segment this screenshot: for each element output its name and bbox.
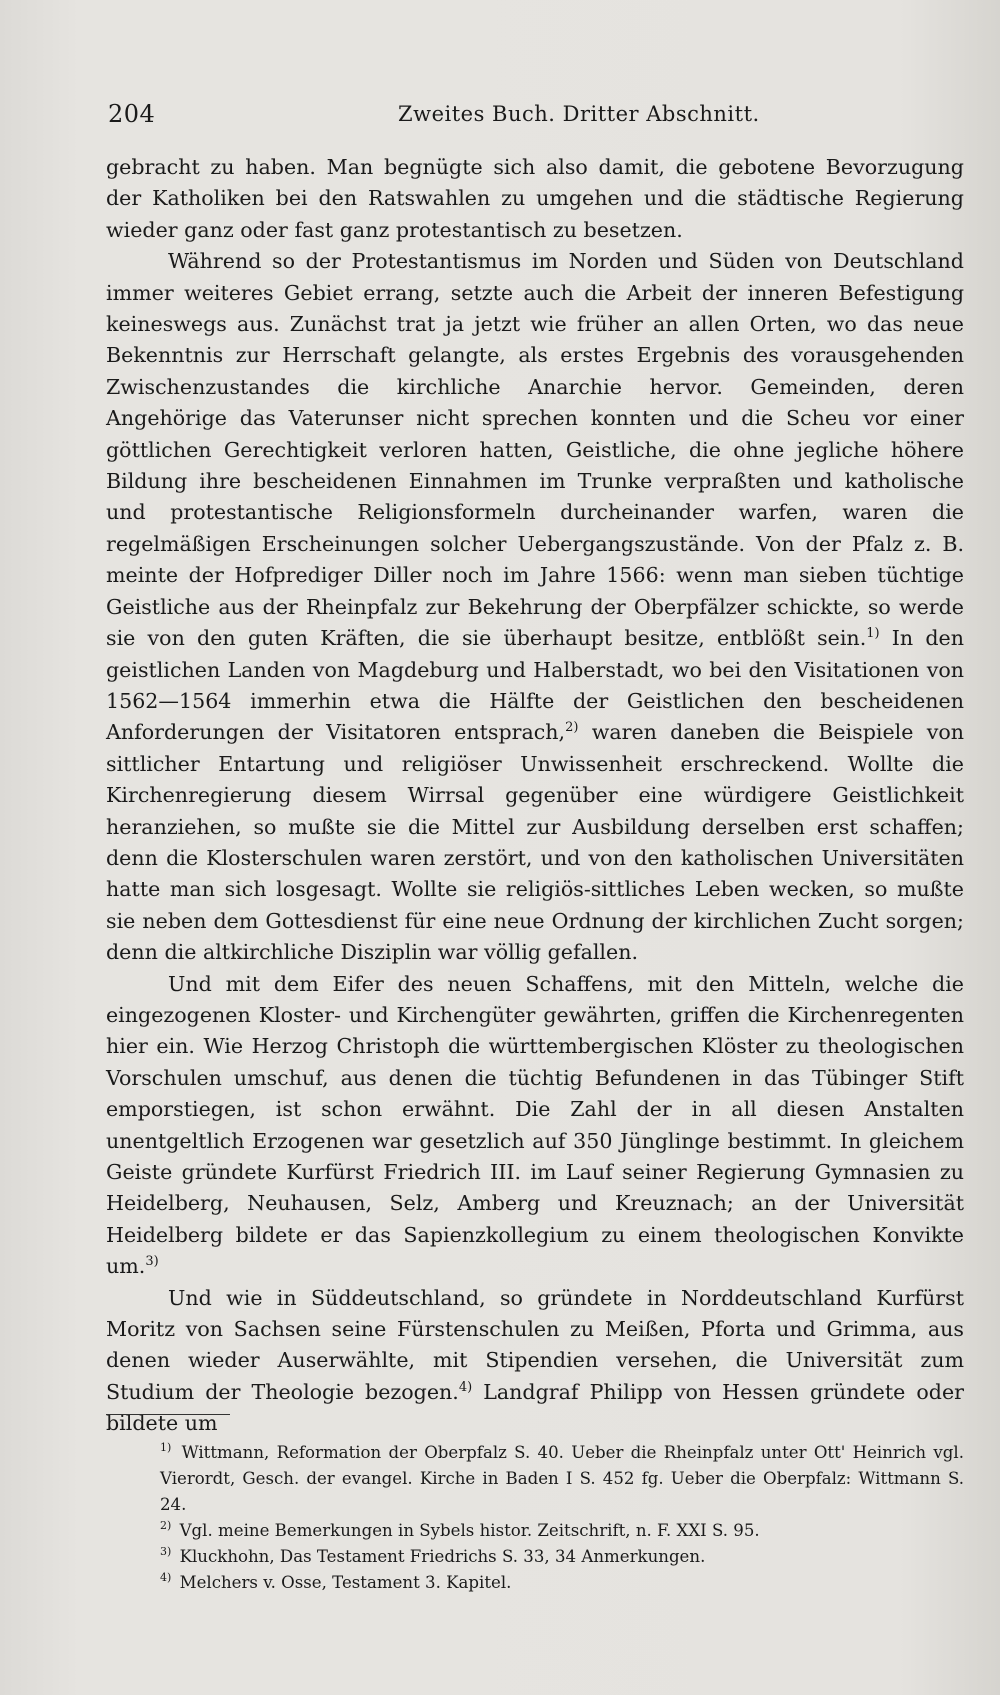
page-header — [108, 100, 938, 136]
paragraph-text: Landgraf Philipp von Hessen gründete oder bildete um — [106, 1379, 964, 1436]
footnote-text: Melchers v. Osse, Testament 3. Kapitel. — [179, 1573, 512, 1592]
running-head: Zweites Buch. Dritter Abschnitt. — [398, 102, 760, 126]
footnote-4 — [106, 1570, 964, 1596]
footnote-text: Vgl. meine Bemerkungen in Sybels histor. Zeitschrift, n. F. XXI S. 95. — [179, 1521, 760, 1540]
footnote-reference[interactable]: 4) — [458, 1379, 473, 1395]
paragraph-text: In den geistlichen Landen von Magdeburg und Halberstadt, wo bei den Visitationen von 1562—1564 immerhin etwa die Hälfte der Geistlichen den bescheidenen Anforderungen der Visitatoren entsprach, — [106, 626, 965, 745]
page-number: 204 — [108, 100, 156, 128]
main-text — [106, 152, 964, 1440]
footnote-mark: 3) — [160, 1545, 172, 1559]
paragraph-text: Und wie in Süddeutschland, so gründete in Norddeutschland Kurfürst Moritz von Sachsen seine Fürstenschulen zu Meißen, Pforta und Grimma, aus denen wieder Auserwählte, mit Stipendien versehen, die Universität zum Studium der Theologie bezogen. — [106, 1285, 964, 1404]
footnote-text: Kluckhohn, Das Testament Friedrichs S. 33, 34 Anmerkungen. — [179, 1547, 706, 1566]
footnote-3 — [106, 1544, 964, 1570]
footnote-2 — [106, 1518, 964, 1544]
paragraph-text: Während so der Protestantismus im Norden und Süden von Deutschland immer weiteres Gebiet errang, setzte auch die Arbeit der inneren Befestigung keineswegs aus. Zunächst trat ja jetzt wie früher an allen Orten, wo das neue Bekenntnis zur Herrschaft gelangte, als erstes Ergebnis des vorausgehenden Zwischenzustandes die kirchliche Anarchie hervor. Gemeinden, deren Angehörige das Vaterunser nicht sprechen konnten und die Scheu vor einer göttlichen Gerechtigkeit verloren hatten, Geistliche, die ohne jegliche höhere Bildung ihre bescheidenen Einnahmen im Trunke verpraßten und katholische und protestantische Religionsformeln durcheinander warfen, waren die regelmäßigen Erscheinungen solcher Uebergangszustände. Von der Pfalz z. B. meinte der Hofprediger Diller noch im Jahre 1566: wenn man sieben tüchtige Geistliche aus der Rheinpfalz zur Bekehrung der Oberpfälzer schickte, so werde sie von den guten Kräften, die sie überhaupt besitze, entblößt sein. — [106, 249, 964, 651]
paragraph-4 — [106, 1283, 964, 1440]
footnote-reference[interactable]: 2) — [565, 720, 579, 736]
footnote-divider — [106, 1414, 230, 1415]
paragraph-1 — [106, 152, 964, 246]
paragraph-text: Und mit dem Eifer des neuen Schaffens, mit den Mitteln, welche die eingezogenen Kloster- und Kirchengüter gewährten, griffen die Kirchenregenten hier ein. Wie Herzog Christoph die württembergischen Klöster zu theologischen Vorschulen umschuf, aus denen die tüchtig Befundenen in das Tübinger Stift emporstiegen, ist schon erwähnt. Die Zahl der in all diesen Anstalten unentgeltlich Erzogenen war gesetzlich auf 350 Jünglinge bestimmt. In gleichem Geiste gründete Kurfürst Friedrich III. im Lauf seiner Regierung Gymnasien zu Heidelberg, Neuhausen, Selz, Amberg und Kreuznach; an der Universität Heidelberg bildete er das Sapienzkollegium zu einem theologischen Konvikte um. — [106, 971, 964, 1279]
paragraph-3 — [106, 969, 964, 1283]
footnote-mark: 4) — [160, 1571, 172, 1585]
footnote-1 — [106, 1440, 964, 1518]
footnote-text: Wittmann, Reformation der Oberpfalz S. 40. Ueber die Rheinpfalz unter Ott' Heinrich vgl. Vierordt, Gesch. der evangel. Kirche in Baden I S. 452 fg. Ueber die Oberpfalz: Wittmann S. 24. — [160, 1443, 964, 1514]
paragraph-text: waren daneben die Beispiele von sittlicher Entartung und religiöser Unwissenheit erschreckend. Wollte die Kirchenregierung diesem Wirrsal gegenüber eine würdigere Geistlichkeit heranziehen, so mußte sie die Mittel zur Ausbildung derselben erst schaffen; denn die Klosterschulen waren zerstört, und von den katholischen Universitäten hatte man sich losgesagt. Wollte sie religiös-sittliches Leben wecken, so mußte sie neben dem Gottesdienst für eine neue Ordnung der kirchlichen Zucht sorgen; denn die altkirchliche Disziplin war völlig gefallen. — [106, 720, 964, 965]
paragraph-text: gebracht zu haben. Man begnügte sich also damit, die gebotene Bevorzugung der Katholiken bei den Ratswahlen zu umgehen und die städtische Regierung wieder ganz oder fast ganz protestantisch zu besetzen. — [106, 155, 964, 242]
footnote-mark: 1) — [160, 1441, 172, 1455]
footnote-mark: 2) — [160, 1519, 172, 1533]
footnote-reference[interactable]: 1) — [866, 626, 880, 642]
footnotes — [106, 1440, 964, 1596]
paragraph-2 — [106, 246, 964, 968]
footnote-reference[interactable]: 3) — [145, 1254, 159, 1270]
